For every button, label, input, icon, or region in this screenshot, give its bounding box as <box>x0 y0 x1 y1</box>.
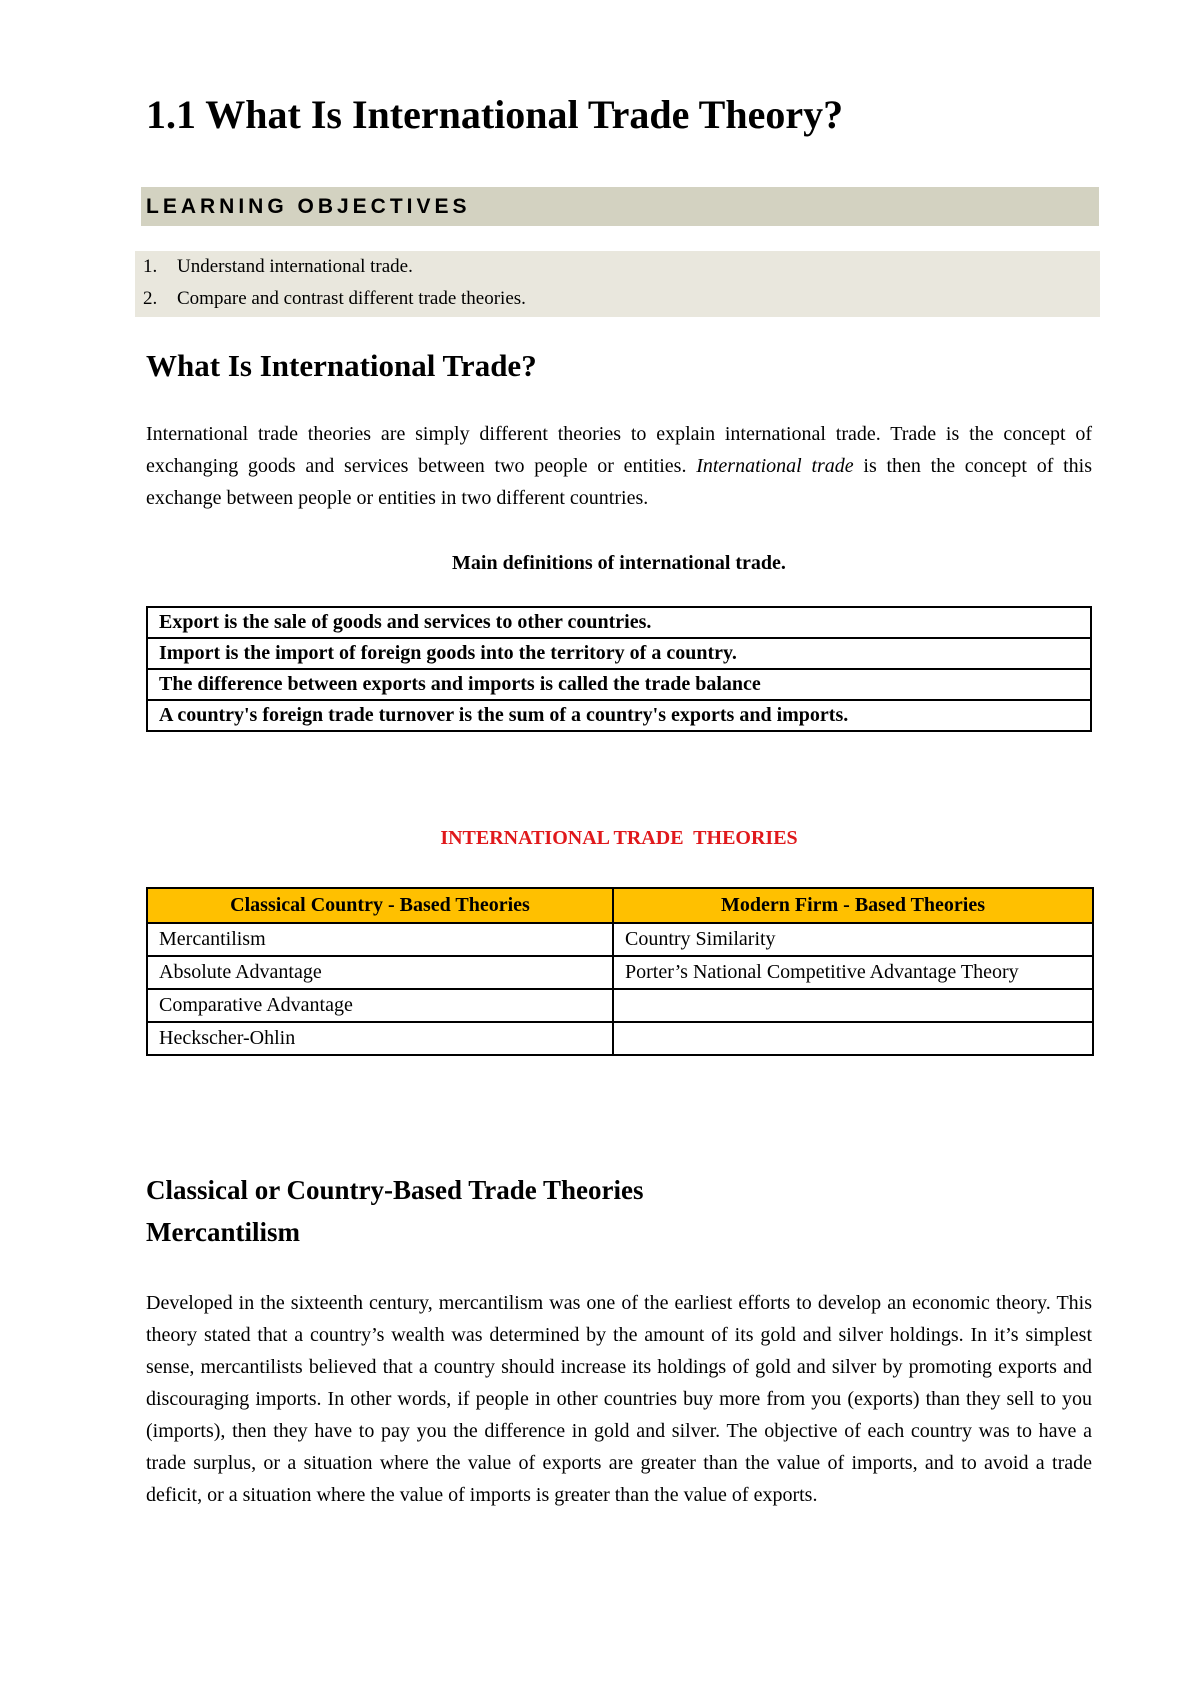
list-item-number: 1. <box>143 256 158 277</box>
list-item-text: Understand international trade. <box>177 256 413 277</box>
theories-table <box>146 887 1094 1056</box>
page-title: 1.1 What Is International Trade Theory? <box>146 92 844 137</box>
mercantilism-paragraph: Developed in the sixteenth century, mercantilism was one of the earliest efforts to develop an economic theory. This theory stated that a country’s wealth was determined by the amount of its gold and silver holdings. In it’s simplest sense, mercantilists believed that a country should increase its holdings of gold and silver by promoting exports and discouraging imports. In other words, if people in other countries buy more from you (exports) than they sell to you (imports), then they have to pay you the difference in gold and silver. The objective of each country was to have a trade surplus, or a situation where the value of exports are greater than the value of imports, and to avoid a trade deficit, or a situation where the value of imports is greater than the value of exports. <box>146 1292 1092 1506</box>
table-row <box>147 607 1091 638</box>
table-row <box>147 956 1093 989</box>
table-row <box>147 989 1093 1022</box>
table-cell: A country's foreign trade turnover is the sum of a country's exports and imports. <box>147 700 1091 731</box>
table-cell: Mercantilism <box>147 923 613 956</box>
list-item <box>135 283 1100 315</box>
learning-objectives-header: LEARNING OBJECTIVES <box>141 187 1099 226</box>
table-cell: Country Similarity <box>613 923 1093 956</box>
theories-caption: INTERNATIONAL TRADE THEORIES <box>440 827 798 849</box>
intro-text-part1: International trade theories are simply different theories to explain international trade. Trade is the concept of exchanging goods and services between two people or entities. <box>146 423 1092 477</box>
intro-text-part2: is then the concept of this exchange between people or entities in two different countries. <box>146 455 1093 509</box>
table-cell: Comparative Advantage <box>147 989 613 1022</box>
table-header-modern: Modern Firm - Based Theories <box>613 888 1093 923</box>
list-item-number: 2. <box>143 288 158 309</box>
list-item <box>135 251 1100 283</box>
table-cell: Heckscher-Ohlin <box>147 1022 613 1055</box>
table-header-row <box>147 888 1093 923</box>
table-cell: The difference between exports and imports is called the trade balance <box>147 669 1091 700</box>
table-cell: Porter’s National Competitive Advantage Theory <box>613 956 1093 989</box>
section-heading-what-is-trade: What Is International Trade? <box>146 348 537 383</box>
table-row <box>147 923 1093 956</box>
table-row <box>147 1022 1093 1055</box>
definitions-table <box>146 606 1092 732</box>
table-row <box>147 669 1091 700</box>
table-row <box>147 638 1091 669</box>
table-row <box>147 700 1091 731</box>
table-cell <box>613 1022 1093 1055</box>
intro-text-italic: International trade <box>696 455 854 477</box>
table-cell: Absolute Advantage <box>147 956 613 989</box>
section-subheading-mercantilism: Mercantilism <box>146 1217 300 1247</box>
table-cell <box>613 989 1093 1022</box>
table-cell: Export is the sale of goods and services to other countries. <box>147 607 1091 638</box>
table-header-classical: Classical Country - Based Theories <box>147 888 613 923</box>
list-item-text: Compare and contrast different trade theories. <box>177 288 526 309</box>
table-cell: Import is the import of foreign goods into the territory of a country. <box>147 638 1091 669</box>
definitions-caption: Main definitions of international trade. <box>452 552 786 574</box>
section-heading-classical: Classical or Country-Based Trade Theories <box>146 1175 644 1205</box>
intro-paragraph <box>146 418 1092 514</box>
learning-objectives-list <box>135 251 1100 317</box>
